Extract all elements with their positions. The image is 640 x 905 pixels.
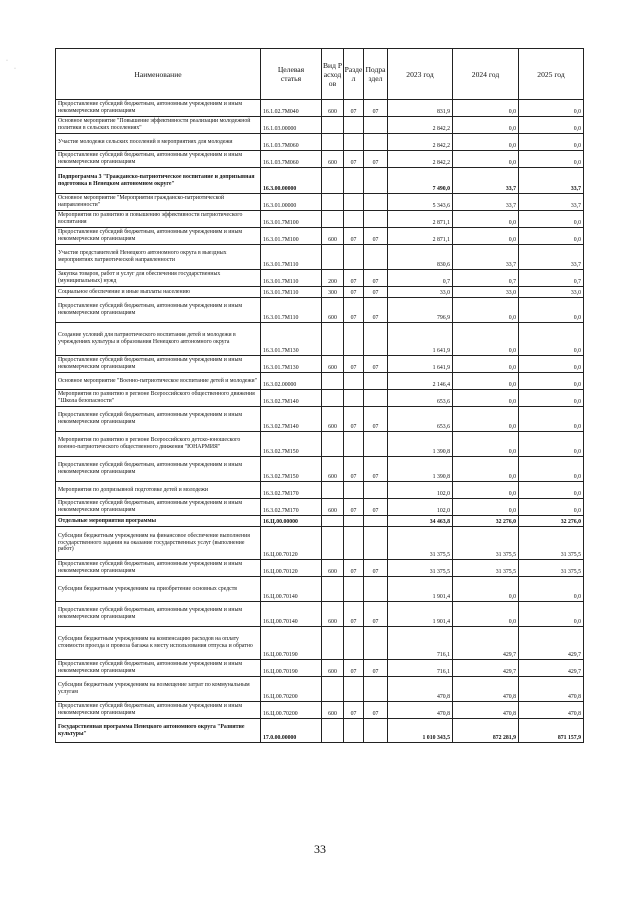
cell-name: Предоставление субсидий бюджетным, автономным учреждениям и иным некоммерческим организациям <box>56 298 261 323</box>
cell-2025: 0,0 <box>519 499 584 516</box>
cell-2025: 0,0 <box>519 323 584 356</box>
cell-2023: 102,0 <box>388 482 453 499</box>
cell-subsection <box>364 245 388 270</box>
cell-2023: 31 375,5 <box>388 560 453 577</box>
cell-name: Предоставление субсидий бюджетным, автономным учреждениям и иным некоммерческим организациям <box>56 100 261 117</box>
cell-2025: 429,7 <box>519 627 584 660</box>
cell-subsection <box>364 373 388 390</box>
cell-2024: 33,7 <box>453 194 519 211</box>
cell-2025: 0,0 <box>519 356 584 373</box>
cell-2024: 0,0 <box>453 482 519 499</box>
cell-2025: 0,0 <box>519 134 584 151</box>
cell-section: 07 <box>344 270 364 287</box>
cell-section: 07 <box>344 560 364 577</box>
table-row <box>56 228 584 245</box>
cell-subsection <box>364 211 388 228</box>
cell-expense-type <box>322 677 344 702</box>
cell-subsection: 07 <box>364 602 388 627</box>
cell-2023: 1 901,4 <box>388 577 453 602</box>
cell-2024: 0,0 <box>453 602 519 627</box>
cell-subsection: 07 <box>364 457 388 482</box>
cell-2023: 2 146,4 <box>388 373 453 390</box>
cell-target-article: 16.3.02.00000 <box>261 373 322 390</box>
cell-2024: 0,0 <box>453 577 519 602</box>
cell-2025: 871 157,9 <box>519 719 584 743</box>
budget-table <box>55 48 584 743</box>
cell-2025: 33,0 <box>519 287 584 298</box>
cell-subsection <box>364 134 388 151</box>
cell-name: Предоставление субсидий бюджетным, автономным учреждениям и иным некоммерческим организациям <box>56 660 261 677</box>
cell-2025: 0,0 <box>519 117 584 134</box>
table-row <box>56 390 584 407</box>
cell-2025: 0,0 <box>519 407 584 432</box>
cell-2024: 0,0 <box>453 117 519 134</box>
cell-2025: 33,7 <box>519 168 584 194</box>
cell-expense-type: 600 <box>322 457 344 482</box>
table-row <box>56 527 584 560</box>
cell-target-article: 16.Ц.00.70200 <box>261 702 322 719</box>
cell-section <box>344 245 364 270</box>
cell-2023: 831,9 <box>388 100 453 117</box>
cell-target-article: 16.3.02.7М140 <box>261 390 322 407</box>
cell-name: Участие представителей Ненецкого автономного округа в выездных мероприятиях патриотической направленности <box>56 245 261 270</box>
cell-section: 07 <box>344 602 364 627</box>
table-row <box>56 719 584 743</box>
cell-2024: 0,0 <box>453 228 519 245</box>
cell-2024: 0,7 <box>453 270 519 287</box>
cell-name: Субсидии бюджетным учреждениям на возмещение затрат по коммунальным услугам <box>56 677 261 702</box>
table-row <box>56 151 584 168</box>
cell-target-article: 16.Ц.00.70190 <box>261 627 322 660</box>
cell-2025: 31 375,5 <box>519 560 584 577</box>
cell-2024: 0,0 <box>453 499 519 516</box>
cell-subsection: 07 <box>364 499 388 516</box>
header-2025: 2025 год <box>519 49 584 100</box>
table-row <box>56 660 584 677</box>
cell-section <box>344 373 364 390</box>
cell-2024: 0,0 <box>453 134 519 151</box>
cell-2025: 0,0 <box>519 298 584 323</box>
cell-subsection: 07 <box>364 560 388 577</box>
cell-target-article: 16.3.01.7М110 <box>261 270 322 287</box>
cell-target-article: 16.1.03.7М060 <box>261 151 322 168</box>
table-body <box>56 100 584 743</box>
table-row <box>56 100 584 117</box>
header-2023: 2023 год <box>388 49 453 100</box>
cell-target-article: 16.Ц.00.70120 <box>261 527 322 560</box>
header-2024: 2024 год <box>453 49 519 100</box>
cell-2025: 470,8 <box>519 702 584 719</box>
scan-mark: · <box>6 58 8 64</box>
cell-name: Социальное обеспечение и иные выплаты населению <box>56 287 261 298</box>
cell-expense-type <box>322 432 344 457</box>
table-row <box>56 627 584 660</box>
cell-expense-type <box>322 577 344 602</box>
cell-name: Предоставление субсидий бюджетным, автономным учреждениям и иным некоммерческим организациям <box>56 151 261 168</box>
table-row <box>56 677 584 702</box>
cell-2023: 1 641,9 <box>388 356 453 373</box>
cell-2024: 0,0 <box>453 390 519 407</box>
table-row <box>56 373 584 390</box>
cell-section <box>344 134 364 151</box>
table-row <box>56 499 584 516</box>
cell-2023: 2 871,1 <box>388 228 453 245</box>
cell-2023: 102,0 <box>388 499 453 516</box>
cell-subsection <box>364 719 388 743</box>
cell-target-article: 16.3.01.7М100 <box>261 228 322 245</box>
cell-expense-type: 300 <box>322 287 344 298</box>
cell-2025: 429,7 <box>519 660 584 677</box>
cell-name: Предоставление субсидий бюджетным, автономным учреждениям и иным некоммерческим организациям <box>56 356 261 373</box>
cell-section: 07 <box>344 100 364 117</box>
cell-2024: 429,7 <box>453 660 519 677</box>
table-row <box>56 577 584 602</box>
cell-2025: 0,0 <box>519 390 584 407</box>
cell-target-article: 16.3.02.7М170 <box>261 482 322 499</box>
cell-2023: 716,1 <box>388 660 453 677</box>
cell-2025: 0,0 <box>519 373 584 390</box>
cell-target-article: 16.Ц.00.70140 <box>261 577 322 602</box>
cell-2024: 0,0 <box>453 407 519 432</box>
header-section: Раздел <box>344 49 364 100</box>
cell-expense-type: 600 <box>322 560 344 577</box>
cell-2025: 33,7 <box>519 194 584 211</box>
cell-subsection: 07 <box>364 151 388 168</box>
cell-section <box>344 627 364 660</box>
cell-section: 07 <box>344 457 364 482</box>
cell-2025: 0,0 <box>519 151 584 168</box>
cell-2023: 5 343,6 <box>388 194 453 211</box>
cell-section <box>344 527 364 560</box>
cell-expense-type: 600 <box>322 151 344 168</box>
cell-target-article: 16.Ц.00.00000 <box>261 516 322 527</box>
cell-name: Подпрограмма 3 "Гражданско-патриотическое воспитание и допризывная подготовка в Ненецком автономном округе" <box>56 168 261 194</box>
cell-subsection: 07 <box>364 660 388 677</box>
cell-expense-type: 600 <box>322 356 344 373</box>
table-row <box>56 560 584 577</box>
cell-2025: 0,0 <box>519 228 584 245</box>
cell-2023: 796,9 <box>388 298 453 323</box>
table-row <box>56 702 584 719</box>
cell-expense-type <box>322 245 344 270</box>
cell-2023: 33,0 <box>388 287 453 298</box>
cell-target-article: 16.1.03.7М060 <box>261 134 322 151</box>
table-row <box>56 298 584 323</box>
cell-name: Основное мероприятие "Повышение эффективности реализации молодежной политики в сельских поселениях" <box>56 117 261 134</box>
cell-name: Предоставление субсидий бюджетным, автономным учреждениям и иным некоммерческим организациям <box>56 702 261 719</box>
cell-expense-type <box>322 627 344 660</box>
cell-2024: 31 375,5 <box>453 560 519 577</box>
cell-target-article: 16.1.03.00000 <box>261 117 322 134</box>
cell-expense-type <box>322 168 344 194</box>
table-row <box>56 457 584 482</box>
table-row <box>56 194 584 211</box>
cell-section: 07 <box>344 287 364 298</box>
cell-target-article: 16.3.01.00000 <box>261 194 322 211</box>
cell-2025: 470,8 <box>519 677 584 702</box>
cell-2024: 0,0 <box>453 151 519 168</box>
cell-2025: 32 276,0 <box>519 516 584 527</box>
cell-expense-type: 600 <box>322 228 344 245</box>
cell-2023: 1 901,4 <box>388 602 453 627</box>
cell-target-article: 16.3.02.7М150 <box>261 432 322 457</box>
cell-expense-type <box>322 134 344 151</box>
cell-2025: 0,0 <box>519 100 584 117</box>
cell-2024: 0,0 <box>453 211 519 228</box>
cell-section <box>344 390 364 407</box>
cell-2025: 0,0 <box>519 482 584 499</box>
cell-section: 07 <box>344 499 364 516</box>
table-row <box>56 211 584 228</box>
cell-target-article: 16.3.01.7М110 <box>261 298 322 323</box>
cell-target-article: 16.Ц.00.70140 <box>261 602 322 627</box>
cell-subsection: 07 <box>364 407 388 432</box>
cell-2024: 31 375,5 <box>453 527 519 560</box>
cell-section <box>344 168 364 194</box>
table-row <box>56 168 584 194</box>
cell-name: Предоставление субсидий бюджетным, автономным учреждениям и иным некоммерческим организациям <box>56 602 261 627</box>
cell-2024: 0,0 <box>453 457 519 482</box>
table-header <box>56 49 584 100</box>
cell-name: Мероприятия по развитию в регионе Всероссийского общественного движения "Школа безопасности" <box>56 390 261 407</box>
cell-section: 07 <box>344 407 364 432</box>
cell-subsection <box>364 627 388 660</box>
cell-name: Мероприятия по допризывной подготовке детей и молодежи <box>56 482 261 499</box>
cell-subsection: 07 <box>364 270 388 287</box>
scan-mark: · <box>14 66 16 72</box>
table-row <box>56 270 584 287</box>
cell-name: Субсидии бюджетным учреждениям на финансовое обеспечение выполнения государственного задания на оказание государственных услуг (выполнение работ) <box>56 527 261 560</box>
cell-name: Основное мероприятие "Мероприятия гражданско-патриотической направленности" <box>56 194 261 211</box>
header-expense-type: Вид Расходов <box>322 49 344 100</box>
cell-2023: 716,1 <box>388 627 453 660</box>
cell-name: Государственная программа Ненецкого автономного округа "Развитие культуры" <box>56 719 261 743</box>
cell-2023: 1 641,9 <box>388 323 453 356</box>
cell-target-article: 16.3.01.7М130 <box>261 356 322 373</box>
cell-section <box>344 432 364 457</box>
cell-2023: 0,7 <box>388 270 453 287</box>
cell-target-article: 16.Ц.00.70120 <box>261 560 322 577</box>
cell-expense-type: 600 <box>322 407 344 432</box>
cell-name: Предоставление субсидий бюджетным, автономным учреждениям и иным некоммерческим организациям <box>56 457 261 482</box>
cell-subsection: 07 <box>364 287 388 298</box>
table-row <box>56 245 584 270</box>
cell-section <box>344 194 364 211</box>
cell-section <box>344 577 364 602</box>
cell-2024: 32 276,0 <box>453 516 519 527</box>
header-subsection: Подраздел <box>364 49 388 100</box>
cell-target-article: 16.3.01.7М110 <box>261 245 322 270</box>
cell-subsection <box>364 323 388 356</box>
table-row <box>56 356 584 373</box>
cell-2024: 470,8 <box>453 677 519 702</box>
cell-2024: 0,0 <box>453 100 519 117</box>
cell-2024: 429,7 <box>453 627 519 660</box>
cell-expense-type <box>322 527 344 560</box>
cell-name: Предоставление субсидий бюджетным, автономным учреждениям и иным некоммерческим организациям <box>56 407 261 432</box>
cell-target-article: 16.3.02.7М150 <box>261 457 322 482</box>
table-row <box>56 432 584 457</box>
cell-expense-type: 600 <box>322 499 344 516</box>
cell-expense-type: 200 <box>322 270 344 287</box>
cell-section: 07 <box>344 298 364 323</box>
table-row <box>56 323 584 356</box>
cell-2024: 33,7 <box>453 168 519 194</box>
table-row <box>56 287 584 298</box>
cell-name: Мероприятия по развитию и повышению эффективности патриотического воспитания <box>56 211 261 228</box>
cell-name: Предоставление субсидий бюджетным, автономным учреждениям и иным некоммерческим организациям <box>56 499 261 516</box>
cell-2024: 33,0 <box>453 287 519 298</box>
cell-expense-type <box>322 211 344 228</box>
cell-2023: 2 842,2 <box>388 151 453 168</box>
cell-2023: 470,8 <box>388 702 453 719</box>
cell-section: 07 <box>344 228 364 245</box>
cell-section: 07 <box>344 702 364 719</box>
cell-name: Участие молодежи сельских поселений в мероприятиях для молодежи <box>56 134 261 151</box>
cell-2024: 0,0 <box>453 432 519 457</box>
cell-expense-type <box>322 117 344 134</box>
cell-name: Субсидии бюджетным учреждениям на компенсацию расходов на оплату стоимости проезда и провоза багажа к месту использования отпуска и обратно <box>56 627 261 660</box>
cell-expense-type <box>322 373 344 390</box>
cell-section <box>344 211 364 228</box>
cell-2025: 0,0 <box>519 211 584 228</box>
cell-2025: 0,0 <box>519 457 584 482</box>
cell-target-article: 16.3.01.7М100 <box>261 211 322 228</box>
cell-subsection <box>364 677 388 702</box>
cell-2025: 0,7 <box>519 270 584 287</box>
cell-2023: 1 390,8 <box>388 432 453 457</box>
cell-expense-type <box>322 516 344 527</box>
cell-subsection <box>364 168 388 194</box>
cell-subsection <box>364 527 388 560</box>
cell-subsection: 07 <box>364 228 388 245</box>
cell-2023: 2 842,2 <box>388 134 453 151</box>
cell-expense-type <box>322 194 344 211</box>
cell-name: Закупка товаров, работ и услуг для обеспечения государственных (муниципальных) нужд <box>56 270 261 287</box>
cell-target-article: 16.3.01.7М130 <box>261 323 322 356</box>
cell-expense-type <box>322 482 344 499</box>
cell-subsection <box>364 194 388 211</box>
cell-subsection <box>364 390 388 407</box>
cell-target-article: 16.1.02.7М040 <box>261 100 322 117</box>
cell-2024: 0,0 <box>453 373 519 390</box>
cell-expense-type: 600 <box>322 702 344 719</box>
cell-section <box>344 482 364 499</box>
cell-section: 07 <box>344 356 364 373</box>
cell-target-article: 17.0.00.00000 <box>261 719 322 743</box>
cell-target-article: 16.3.02.7М140 <box>261 407 322 432</box>
cell-expense-type: 600 <box>322 100 344 117</box>
cell-section <box>344 677 364 702</box>
table-row <box>56 117 584 134</box>
cell-name: Отдельные мероприятия программы <box>56 516 261 527</box>
cell-section <box>344 516 364 527</box>
cell-2023: 31 375,5 <box>388 527 453 560</box>
cell-name: Мероприятия по развитию в регионе Всероссийского детско-юношеского военно-патриотического общественного движения "ЮНАРМИЯ" <box>56 432 261 457</box>
cell-section: 07 <box>344 151 364 168</box>
cell-2024: 470,8 <box>453 702 519 719</box>
cell-target-article: 16.3.01.7М110 <box>261 287 322 298</box>
page-number: 33 <box>314 842 326 856</box>
cell-subsection: 07 <box>364 356 388 373</box>
cell-2023: 470,8 <box>388 677 453 702</box>
cell-target-article: 16.3.02.7М170 <box>261 499 322 516</box>
cell-section <box>344 323 364 356</box>
cell-name: Создание условий для патриотического воспитания детей и молодежи в учреждениях культуры и образования Ненецкого автономного округа <box>56 323 261 356</box>
table-row <box>56 602 584 627</box>
cell-2023: 1 390,8 <box>388 457 453 482</box>
cell-2024: 33,7 <box>453 245 519 270</box>
cell-section: 07 <box>344 660 364 677</box>
cell-expense-type <box>322 323 344 356</box>
cell-2024: 872 281,9 <box>453 719 519 743</box>
cell-name: Предоставление субсидий бюджетным, автономным учреждениям и иным некоммерческим организациям <box>56 228 261 245</box>
cell-2023: 1 010 343,5 <box>388 719 453 743</box>
cell-expense-type: 600 <box>322 660 344 677</box>
header-name: Наименование <box>56 49 261 100</box>
header-row <box>56 49 584 100</box>
cell-2024: 0,0 <box>453 323 519 356</box>
cell-subsection: 07 <box>364 298 388 323</box>
table-row <box>56 134 584 151</box>
cell-target-article: 16.Ц.00.70190 <box>261 660 322 677</box>
cell-target-article: 16.3.00.00000 <box>261 168 322 194</box>
cell-2025: 0,0 <box>519 602 584 627</box>
cell-2023: 2 842,2 <box>388 117 453 134</box>
cell-subsection: 07 <box>364 100 388 117</box>
cell-2023: 7 490,0 <box>388 168 453 194</box>
cell-section <box>344 117 364 134</box>
cell-2025: 0,0 <box>519 432 584 457</box>
cell-2024: 0,0 <box>453 298 519 323</box>
cell-2025: 33,7 <box>519 245 584 270</box>
cell-target-article: 16.Ц.00.70200 <box>261 677 322 702</box>
table-row <box>56 407 584 432</box>
cell-expense-type: 600 <box>322 298 344 323</box>
cell-subsection <box>364 577 388 602</box>
cell-subsection <box>364 516 388 527</box>
cell-subsection <box>364 482 388 499</box>
cell-subsection: 07 <box>364 702 388 719</box>
cell-expense-type <box>322 390 344 407</box>
cell-section <box>344 719 364 743</box>
cell-expense-type <box>322 719 344 743</box>
cell-name: Предоставление субсидий бюджетным, автономным учреждениям и иным некоммерческим организациям <box>56 560 261 577</box>
cell-2023: 653,6 <box>388 390 453 407</box>
cell-2024: 0,0 <box>453 356 519 373</box>
cell-2025: 31 375,5 <box>519 527 584 560</box>
cell-name: Субсидии бюджетным учреждениям на приобретение основных средств <box>56 577 261 602</box>
cell-name: Основное мероприятие "Военно-патриотическое воспитание детей и молодежи" <box>56 373 261 390</box>
table-row <box>56 516 584 527</box>
cell-2023: 830,6 <box>388 245 453 270</box>
cell-2023: 653,6 <box>388 407 453 432</box>
cell-subsection <box>364 432 388 457</box>
cell-expense-type: 600 <box>322 602 344 627</box>
cell-2023: 2 871,1 <box>388 211 453 228</box>
table-row <box>56 482 584 499</box>
cell-2025: 0,0 <box>519 577 584 602</box>
cell-subsection <box>364 117 388 134</box>
header-target-article: Целевая статья <box>261 49 322 100</box>
cell-2023: 34 463,8 <box>388 516 453 527</box>
